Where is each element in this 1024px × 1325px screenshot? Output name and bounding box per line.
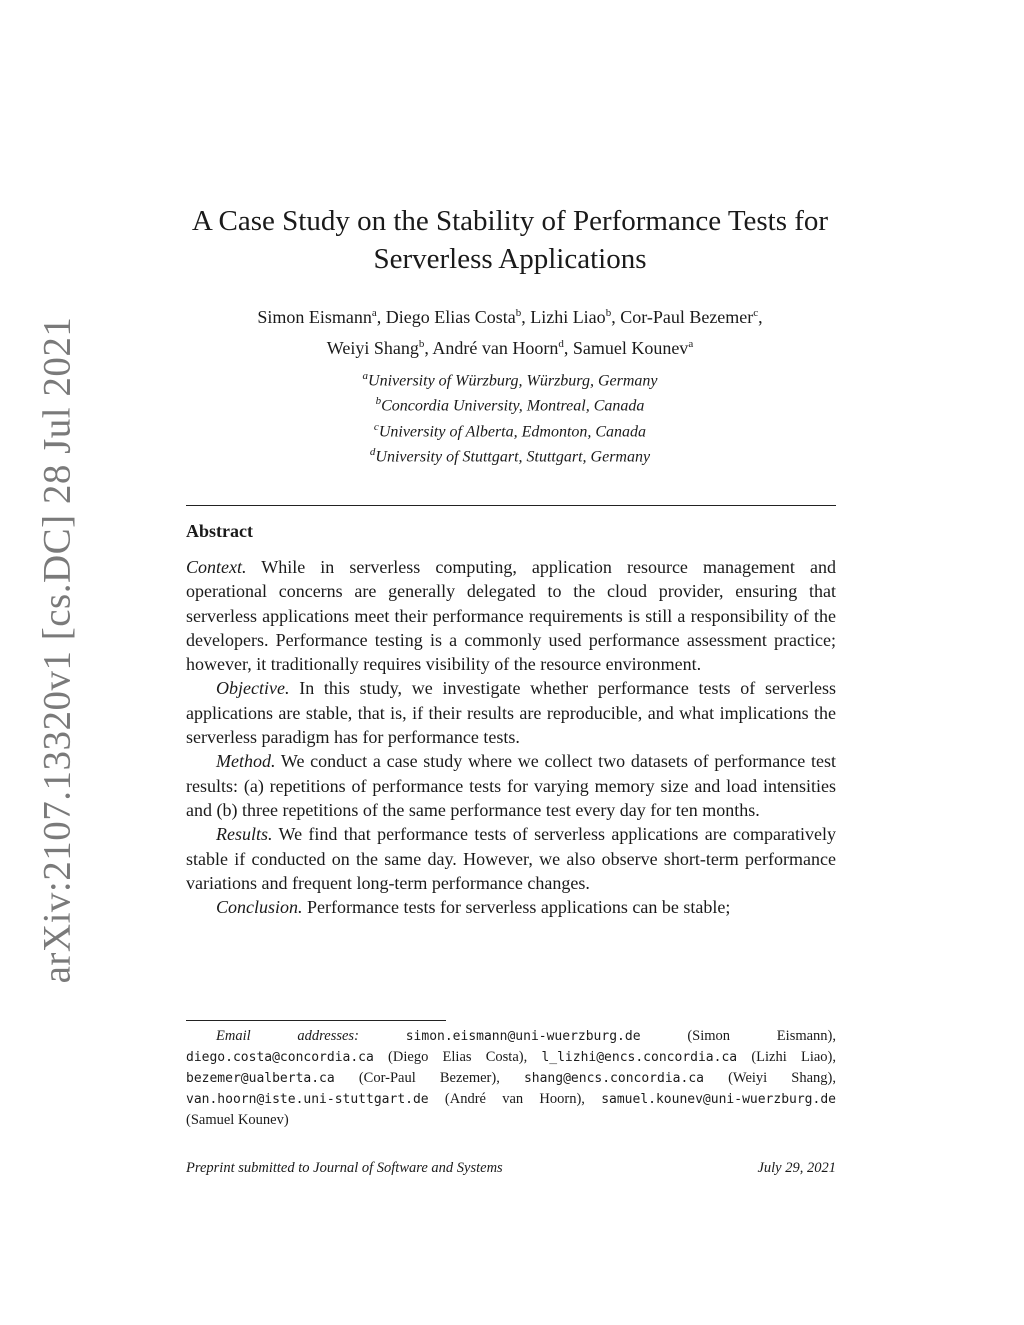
email-owner: (Weiyi Shang), (703, 1070, 836, 1086)
email-owner: (Cor-Paul Bezemer), (334, 1070, 500, 1086)
author-name: Diego Elias Costa (385, 307, 516, 327)
affiliation-text: University of Alberta, Edmonton, Canada (378, 422, 647, 440)
author-affiliation-mark: d (558, 338, 564, 350)
email-link[interactable]: simon.eismann@uni-wuerzburg.de (405, 1029, 641, 1044)
email-link[interactable]: diego.costa@concordia.ca (186, 1050, 374, 1065)
abstract-results (186, 822, 836, 895)
abstract-body (186, 555, 836, 919)
results-text: We find that performance tests of serverless applications are comparatively stable if conducted on the same day. However, we also observe short-term performance variations and frequent long-term performance changes. (186, 824, 836, 893)
context-text: While in serverless computing, application resource management and operational concerns are generally delegated to the cloud provider, ensuring that serverless applications meet their performance requirements is still a responsibility of the developers. Performance testing is a commonly used performance assessment practice; however, it traditionally requires visibility of the resource environment. (186, 557, 836, 675)
context-label: Context. (186, 557, 247, 577)
abstract-method (186, 749, 836, 822)
affiliation-text: Concordia University, Montreal, Canada (381, 397, 645, 415)
author-separator: , (424, 338, 433, 358)
author-affiliation-mark: b (605, 307, 612, 319)
preprint-notice: Preprint submitted to Journal of Software and Systems (186, 1160, 503, 1176)
affiliation-list (150, 366, 870, 467)
affiliation-text: University of Würzburg, Würzburg, Germany (368, 372, 658, 390)
results-label: Results. (216, 824, 273, 845)
author-name: Simon Eismann (257, 307, 372, 327)
author-name: André van Hoorn (432, 338, 559, 358)
author-line-1 (150, 300, 870, 331)
email-owner: (Lizhi Liao), (737, 1049, 836, 1065)
author-name: Samuel Kounev (572, 338, 689, 358)
affiliation-mark: a (362, 370, 369, 382)
author-affiliation-mark: a (371, 307, 377, 319)
objective-label: Objective. (216, 678, 290, 699)
paper-title (150, 202, 870, 278)
abstract-objective (186, 676, 836, 749)
method-label: Method. (216, 751, 276, 772)
author-affiliation-mark: a (688, 338, 694, 350)
author-name: Lizhi Liao (530, 307, 606, 327)
abstract-context (186, 555, 836, 676)
author-affiliation-mark: c (753, 307, 759, 319)
conclusion-label: Conclusion. (216, 897, 303, 918)
affiliation-mark: b (375, 395, 382, 408)
title-line-2: Serverless Applications (373, 243, 647, 275)
author-separator: , (611, 307, 621, 327)
preprint-date: July 29, 2021 (757, 1160, 836, 1176)
author-separator: , (521, 307, 531, 327)
affiliation-mark: c (373, 420, 379, 433)
affiliation (150, 366, 870, 391)
author-name: Cor-Paul Bezemer (620, 307, 754, 327)
author-separator: , (376, 307, 386, 327)
author-list (150, 300, 870, 362)
affiliation-text: University of Stuttgart, Stuttgart, Germany (375, 448, 651, 466)
method-text: We conduct a case study where we collect two datasets of performance test results: (a) repetitions of performance tests for varying memory size and load intensities and (b) three repetitions of the same performance test every day for ten months. (186, 751, 836, 820)
author-separator: , (758, 307, 763, 327)
email-owner: (Samuel Kounev) (186, 1112, 289, 1128)
email-link[interactable]: bezemer@ualberta.ca (186, 1071, 335, 1086)
email-owner: (André van Hoorn), (428, 1091, 585, 1107)
email-link[interactable]: l_lizhi@encs.concordia.ca (541, 1050, 738, 1065)
email-label: Email addresses: (216, 1028, 359, 1044)
conclusion-text: Performance tests for serverless applications can be stable; (302, 897, 731, 918)
author-name: Weiyi Shang (326, 338, 419, 358)
author-separator: , (563, 338, 573, 358)
arxiv-identifier: arXiv:2107.13320v1 [cs.DC] 28 Jul 2021 (35, 316, 79, 984)
author-line-2 (150, 331, 870, 362)
footnote-rule (186, 1020, 446, 1021)
title-line-1: A Case Study on the Stability of Performance Tests for (191, 205, 829, 237)
email-link[interactable]: samuel.kounev@uni-wuerzburg.de (601, 1092, 836, 1107)
abstract-top-rule (186, 505, 836, 506)
affiliation (150, 417, 870, 442)
author-affiliation-mark: b (418, 338, 425, 350)
email-link[interactable]: shang@encs.concordia.ca (523, 1071, 704, 1086)
author-affiliation-mark: b (515, 307, 522, 319)
abstract-conclusion (186, 895, 836, 919)
objective-text: In this study, we investigate whether performance tests of serverless applications are stable, that is, if their results are reproducible, and what implications the serverless paradigm has for performance tests. (186, 678, 836, 748)
affiliation-mark: d (369, 445, 376, 458)
email-owner: (Simon Eismann), (640, 1028, 837, 1044)
email-link[interactable]: van.hoorn@iste.uni-stuttgart.de (186, 1092, 429, 1107)
affiliation (150, 391, 870, 416)
email-owner: (Diego Elias Costa), (373, 1049, 528, 1065)
abstract-heading: Abstract (186, 521, 253, 541)
email-footnote (186, 1026, 836, 1131)
affiliation (150, 442, 870, 467)
